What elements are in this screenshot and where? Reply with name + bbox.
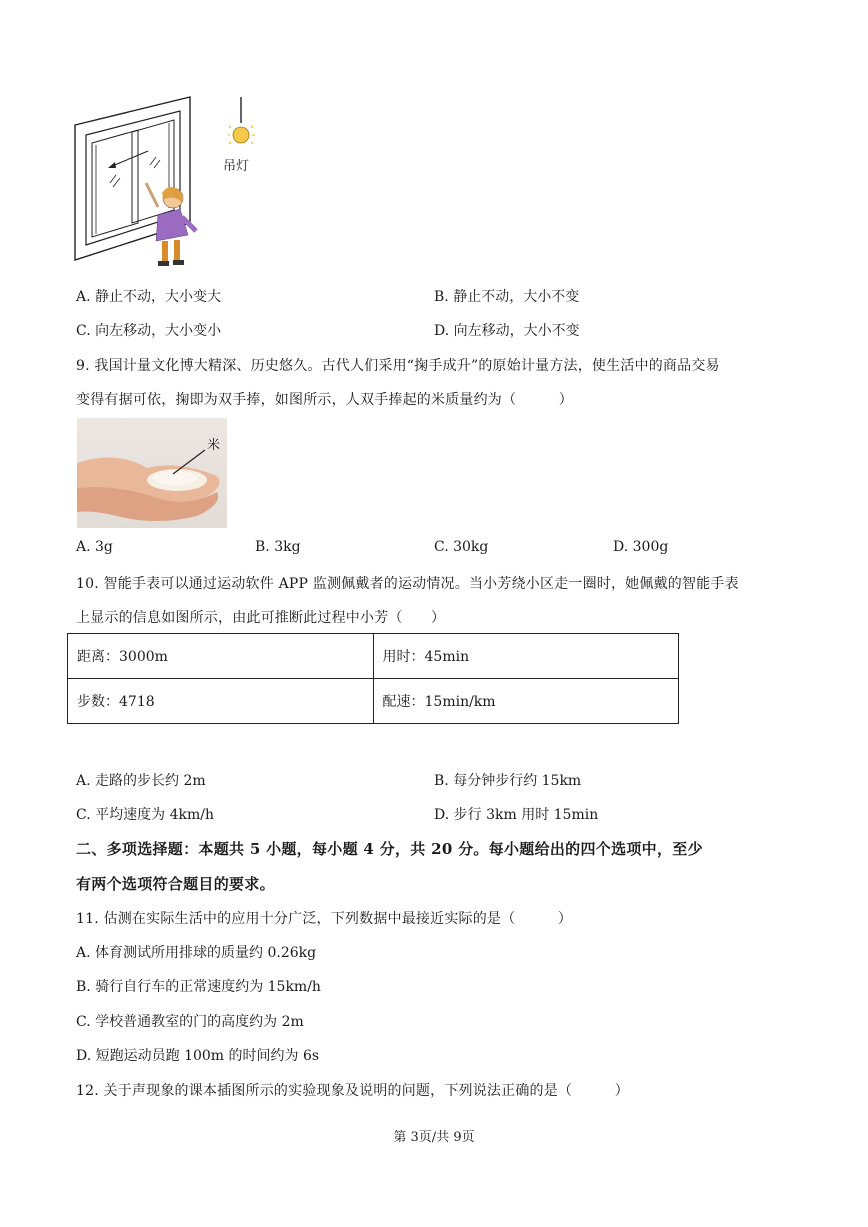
q9-stem-line1: 9. 我国计量文化博大精深、历史悠久。古代人们采用“掬手成升”的原始计量方法，使生活中的商品交易 bbox=[76, 358, 720, 374]
q10-option-a: A. 走路的步长约 2m bbox=[76, 773, 206, 789]
q9-stem-line2: 变得有据可依，掬即为双手捧，如图所示，人双手捧起的米质量约为（ ） bbox=[76, 392, 573, 408]
section-heading-line2: 有两个选项符合题目的要求。 bbox=[76, 875, 275, 893]
q9-option-d: D. 300g bbox=[613, 539, 669, 555]
q8-option-c: C. 向左移动，大小变小 bbox=[76, 323, 222, 339]
lamp-label: 吊灯 bbox=[223, 159, 250, 174]
pace-cell: 配速：15min/km bbox=[373, 679, 679, 724]
duration-cell: 用时：45min bbox=[373, 634, 679, 679]
q9-option-c: C. 30kg bbox=[434, 539, 489, 555]
q9-option-a: A. 3g bbox=[76, 539, 113, 555]
q10-option-d: D. 步行 3km 用时 15min bbox=[434, 807, 599, 823]
q12-stem: 12. 关于声现象的课本插图所示的实验现象及说明的问题，下列说法正确的是（ ） bbox=[76, 1083, 629, 1099]
q11-stem: 11. 估测在实际生活中的应用十分广泛，下列数据中最接近实际的是（ ） bbox=[76, 911, 573, 927]
q10-stem-line1: 10. 智能手表可以通过运动软件 APP 监测佩戴者的运动情况。当小芳绕小区走一圈时，她佩戴的智能手表 bbox=[76, 576, 739, 592]
q11-option-b: B. 骑行自行车的正常速度约为 15km/h bbox=[76, 979, 321, 995]
table-row bbox=[68, 679, 679, 724]
rice-label: 米 bbox=[207, 438, 221, 453]
smartwatch-data-table bbox=[67, 633, 679, 724]
section-heading-line1: 二、多项选择题：本题共 5 小题，每小题 4 分，共 20 分。每小题给出的四个选项中，至少 bbox=[76, 840, 703, 858]
q11-option-a: A. 体育测试所用排球的质量约 0.26kg bbox=[76, 945, 317, 961]
q10-option-c: C. 平均速度为 4km/h bbox=[76, 807, 214, 823]
steps-cell: 步数：4718 bbox=[68, 679, 374, 724]
q10-stem-line2: 上显示的信息如图所示，由此可推断此过程中小芳（ ） bbox=[76, 610, 446, 626]
page-number: 第 3页/共 9页 bbox=[393, 1130, 475, 1145]
q10-option-b: B. 每分钟步行约 15km bbox=[434, 773, 582, 789]
q8-option-a: A. 静止不动，大小变大 bbox=[76, 289, 222, 305]
q11-option-d: D. 短跑运动员跑 100m 的时间约为 6s bbox=[76, 1048, 320, 1064]
q8-option-b: B. 静止不动，大小不变 bbox=[434, 289, 580, 305]
q11-option-c: C. 学校普通教室的门的高度约为 2m bbox=[76, 1014, 304, 1030]
distance-cell: 距离：3000m bbox=[68, 634, 374, 679]
table-row bbox=[68, 634, 679, 679]
lamp-icon bbox=[228, 95, 256, 157]
rice-hands-photo bbox=[77, 418, 227, 528]
q9-option-b: B. 3kg bbox=[255, 539, 301, 555]
q8-option-d: D. 向左移动，大小不变 bbox=[434, 323, 580, 339]
window-girl-figure bbox=[70, 95, 210, 280]
